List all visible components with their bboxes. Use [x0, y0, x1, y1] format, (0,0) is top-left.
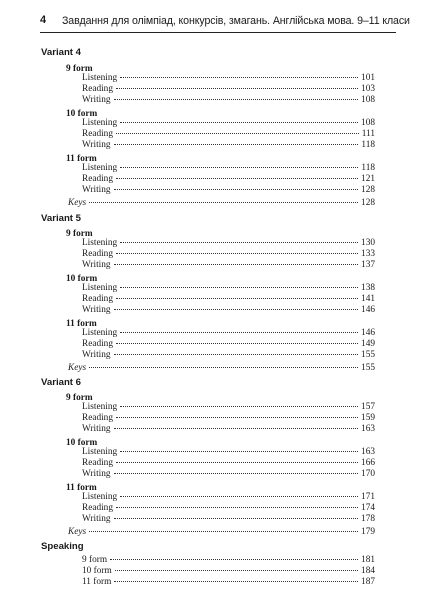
dot-leader [116, 133, 359, 134]
toc-entry-page: 138 [361, 283, 375, 293]
toc-entry-label: Writing [82, 305, 111, 315]
toc-entry-label: 10 form [82, 566, 112, 576]
toc-entry[interactable] [82, 339, 375, 350]
toc-entry[interactable] [82, 260, 375, 271]
toc-form-heading: 10 form [66, 438, 98, 448]
toc-entry[interactable] [82, 469, 375, 480]
toc-entry-label: Keys [68, 363, 87, 373]
toc-entry[interactable] [82, 413, 375, 424]
toc-entry-keys[interactable] [68, 198, 375, 209]
toc-entry-label: Reading [82, 84, 113, 94]
toc-entry-page: 171 [361, 492, 375, 502]
toc-entry-page: 111 [361, 129, 375, 139]
toc-entry[interactable] [82, 424, 375, 435]
dot-leader [89, 202, 358, 203]
toc-entry[interactable] [82, 73, 375, 84]
toc-entry-page: 155 [361, 363, 375, 373]
toc-section-variant-5: Variant 5 [41, 213, 81, 224]
running-header [40, 14, 410, 33]
toc-entry-label: Listening [82, 238, 118, 248]
toc-entry[interactable] [82, 174, 375, 185]
toc-entry[interactable] [82, 294, 375, 305]
toc-entry[interactable] [82, 328, 375, 339]
dot-leader [114, 189, 359, 190]
toc-entry-label: Reading [82, 294, 113, 304]
dot-leader [116, 298, 358, 299]
toc-form-heading: 10 form [66, 274, 98, 284]
dot-leader [120, 406, 358, 407]
toc-entry-label: Listening [82, 447, 118, 457]
toc-section-variant-6: Variant 6 [41, 377, 81, 388]
dot-leader [110, 559, 358, 560]
dot-leader [116, 178, 358, 179]
toc-entry-page: 155 [361, 350, 375, 360]
dot-leader [114, 354, 359, 355]
toc-entry-page: 128 [361, 198, 375, 208]
toc-entry-label: Writing [82, 140, 111, 150]
dot-leader [120, 242, 358, 243]
toc-entry-label: Listening [82, 73, 118, 83]
toc-entry-page: 108 [361, 118, 375, 128]
toc-entry[interactable] [82, 140, 375, 151]
dot-leader [116, 343, 358, 344]
toc-form-heading: 9 form [66, 393, 93, 403]
dot-leader [114, 518, 359, 519]
dot-leader [120, 496, 358, 497]
toc-entry-label: Listening [82, 328, 118, 338]
toc-entry-page: 163 [361, 447, 375, 457]
dot-leader [120, 122, 358, 123]
toc-form-heading: 9 form [66, 64, 93, 74]
toc-entry[interactable] [82, 447, 375, 458]
dot-leader [89, 531, 358, 532]
toc-entry-page: 108 [361, 95, 375, 105]
toc-entry[interactable] [82, 458, 375, 469]
toc-form-heading: 11 form [66, 483, 97, 493]
dot-leader [116, 462, 358, 463]
toc-entry-label: Reading [82, 249, 113, 259]
toc-entry-page: 118 [361, 163, 375, 173]
toc-entry[interactable] [82, 503, 375, 514]
toc-entry-label: Writing [82, 424, 111, 434]
toc-entry[interactable] [82, 555, 375, 566]
toc-entry-page: 149 [361, 339, 375, 349]
toc-entry-page: 146 [361, 305, 375, 315]
toc-entry-page: 103 [361, 84, 375, 94]
running-header-title: Завдання для олімпіад, конкурсів, змагань. Англійська мова. 9–11 класи [62, 15, 410, 27]
dot-leader [115, 570, 358, 571]
toc-entry-page: 121 [361, 174, 375, 184]
toc-entry-label: Listening [82, 118, 118, 128]
toc-entry[interactable] [82, 163, 375, 174]
toc-entry[interactable] [82, 514, 375, 525]
toc-entry[interactable] [82, 566, 375, 577]
toc-entry[interactable] [82, 185, 375, 196]
dot-leader [116, 88, 358, 89]
dot-leader [114, 144, 359, 145]
toc-entry-page: 179 [361, 527, 375, 537]
toc-entry[interactable] [82, 492, 375, 503]
toc-entry-label: Reading [82, 503, 113, 513]
dot-leader [120, 167, 358, 168]
dot-leader [120, 77, 358, 78]
toc-entry[interactable] [82, 402, 375, 413]
toc-entry-page: 184 [361, 566, 375, 576]
toc-entry-label: Listening [82, 283, 118, 293]
toc-entry-page: 187 [361, 577, 375, 587]
toc-entry[interactable] [82, 238, 375, 249]
toc-entry-label: Listening [82, 163, 118, 173]
toc-form-heading: 11 form [66, 319, 97, 329]
toc-entry-label: Reading [82, 174, 113, 184]
toc-entry-label: Writing [82, 260, 111, 270]
toc-entry-page: 118 [361, 140, 375, 150]
toc-entry[interactable] [82, 283, 375, 294]
toc-entry[interactable] [82, 118, 375, 129]
toc-form-heading: 9 form [66, 229, 93, 239]
toc-entry-page: 163 [361, 424, 375, 434]
toc-entry-label: Reading [82, 339, 113, 349]
toc-entry-keys[interactable] [68, 363, 375, 374]
toc-entry-page: 181 [361, 555, 375, 565]
toc-form-heading: 11 form [66, 154, 97, 164]
toc-entry-label: Writing [82, 350, 111, 360]
toc-entry-label: Listening [82, 492, 118, 502]
toc-entry-label: Keys [68, 527, 87, 537]
toc-entry-label: Reading [82, 413, 113, 423]
dot-leader [116, 253, 358, 254]
toc-entry-page: 101 [361, 73, 375, 83]
toc-entry-page: 130 [361, 238, 375, 248]
toc-entry-page: 157 [361, 402, 375, 412]
toc-entry-label: 11 form [82, 577, 112, 587]
toc-entry-label: Reading [82, 129, 113, 139]
toc-entry[interactable] [82, 305, 375, 316]
toc-entry-page: 166 [361, 458, 375, 468]
dot-leader [114, 428, 359, 429]
toc-entry[interactable] [82, 129, 375, 140]
dot-leader [114, 99, 359, 100]
toc-form-heading: 10 form [66, 109, 98, 119]
dot-leader [116, 417, 358, 418]
toc-entry-page: 146 [361, 328, 375, 338]
toc-entry-page: 174 [361, 503, 375, 513]
toc-entry-page: 128 [361, 185, 375, 195]
page-number: 4 [40, 14, 47, 26]
dot-leader [120, 287, 358, 288]
toc-entry-page: 178 [361, 514, 375, 524]
toc-entry-label: Writing [82, 185, 111, 195]
dot-leader [89, 367, 358, 368]
toc-section-variant-4: Variant 4 [41, 47, 81, 58]
toc-entry[interactable] [82, 84, 375, 95]
dot-leader [120, 451, 358, 452]
toc-entry-label: Writing [82, 514, 111, 524]
toc-entry[interactable] [82, 577, 375, 588]
dot-leader [114, 264, 359, 265]
toc-section-speaking: Speaking [41, 541, 84, 552]
toc-entry-label: Keys [68, 198, 87, 208]
dot-leader [114, 473, 359, 474]
toc-entry-page: 159 [361, 413, 375, 423]
toc-entry-label: Writing [82, 469, 111, 479]
dot-leader [120, 332, 358, 333]
toc-entry-label: Reading [82, 458, 113, 468]
toc-entry-keys[interactable] [68, 527, 375, 538]
dot-leader [114, 309, 359, 310]
dot-leader [116, 507, 358, 508]
toc-entry[interactable] [82, 95, 375, 106]
toc-entry-label: 9 form [82, 555, 108, 565]
toc-entry[interactable] [82, 350, 375, 361]
toc-entry-label: Writing [82, 95, 111, 105]
toc-entry-page: 137 [361, 260, 375, 270]
toc-entry-page: 170 [361, 469, 375, 479]
dot-leader [114, 581, 358, 582]
toc-entry[interactable] [82, 249, 375, 260]
toc-entry-label: Listening [82, 402, 118, 412]
toc-entry-page: 133 [361, 249, 375, 259]
toc-entry-page: 141 [361, 294, 375, 304]
